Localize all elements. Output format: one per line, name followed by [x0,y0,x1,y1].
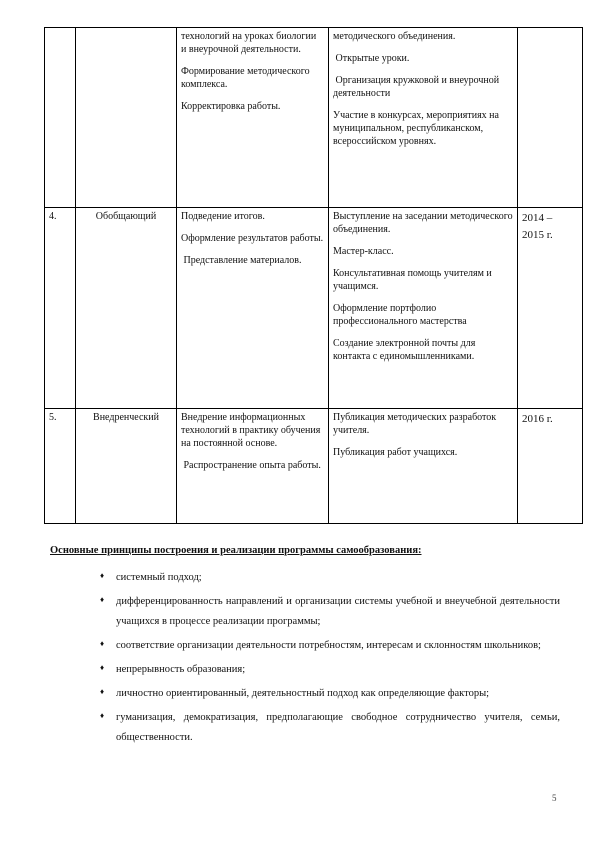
list-item-text: личностно ориентированный, деятельностный подход как определяющие факторы; [116,687,490,699]
diamond-bullet-icon: ♦ [100,662,105,672]
list-item [100,660,560,680]
list-item [100,708,560,748]
list-item-text: непрерывность образования; [116,663,246,675]
stage-name-cell: Внедренческий [76,409,177,524]
tasks-cell [177,208,329,409]
forms-cell [329,409,518,524]
form-text: методического объединения. [333,31,456,42]
tasks-cell [177,409,329,524]
stage-number-cell: 5. [45,409,76,524]
date-text: 2014 – [522,212,553,224]
form-text: Консультативная помощь учителям и учащимся. [333,268,495,292]
diamond-bullet-icon: ♦ [100,594,105,604]
dates-cell [518,409,583,524]
stage-name-cell [76,28,177,208]
task-text: Распространение опыта работы. [181,460,321,471]
list-item-text: гуманизация, демократизация, предполагающие свободное сотрудничество учителя, семьи, общественности. [116,711,560,743]
task-text: Корректировка работы. [181,101,281,112]
form-text: Создание электронной почты для контакта с единомышленниками. [333,338,478,362]
task-text: Внедрение информационных технологий в практику обучения на постоянной основе. [181,412,323,449]
tasks-cell [177,28,329,208]
form-text: Публикация методических разработок учителя. [333,412,499,436]
stage-name-cell: Обобщающий [76,208,177,409]
form-text: Организация кружковой и внеурочной деятельности [333,75,505,99]
diamond-bullet-icon: ♦ [100,571,105,580]
forms-cell [329,208,518,409]
form-text: Мастер-класс. [333,246,394,257]
table-row [45,409,583,524]
task-text: Оформление результатов работы. [181,233,324,244]
table-row [45,28,583,208]
diamond-bullet-icon: ♦ [100,638,105,648]
task-text: Подведение итогов. [181,211,265,222]
forms-cell [329,28,518,208]
task-text: Представление материалов. [181,255,302,266]
stage-number-cell [45,28,76,208]
form-text: Участие в конкурсах, мероприятиях на муниципальном, республиканском, всероссийском уровнях. [333,110,502,147]
principles-list [100,568,560,752]
list-item-text: соответствие организации деятельности потребностям, интересам и склонностям школьников; [116,639,541,651]
task-text: Формирование методического комплекса. [181,66,313,90]
table-row [45,208,583,409]
diamond-bullet-icon: ♦ [100,710,105,720]
list-item [100,684,560,704]
principles-heading: Основные принципы построения и реализации программы самообразования: [50,545,422,556]
page-number: 5 [552,793,557,803]
date-text: 2015 г. [522,229,553,242]
form-text: Открытые уроки. [333,53,410,64]
form-text: Оформление портфолио профессионального мастерства [333,303,467,327]
diamond-bullet-icon: ♦ [100,686,105,696]
date-text: 2016 г. [522,413,553,425]
list-item [100,592,560,632]
list-item [100,568,560,588]
stage-number-cell: 4. [45,208,76,409]
form-text: Публикация работ учащихся. [333,447,458,458]
list-item-text: системный подход; [116,572,202,583]
list-item [100,636,560,656]
form-text: Выступление на заседании методического объединения. [333,211,516,235]
list-item-text: дифференцированность направлений и организации системы учебной и внеучебной деятельности учащихся в процессе реализации программы; [116,595,560,627]
task-text: технологий на уроках биологии и внеурочной деятельности. [181,31,319,55]
dates-cell [518,208,583,409]
dates-cell [518,28,583,208]
self-education-plan-table [44,27,583,524]
